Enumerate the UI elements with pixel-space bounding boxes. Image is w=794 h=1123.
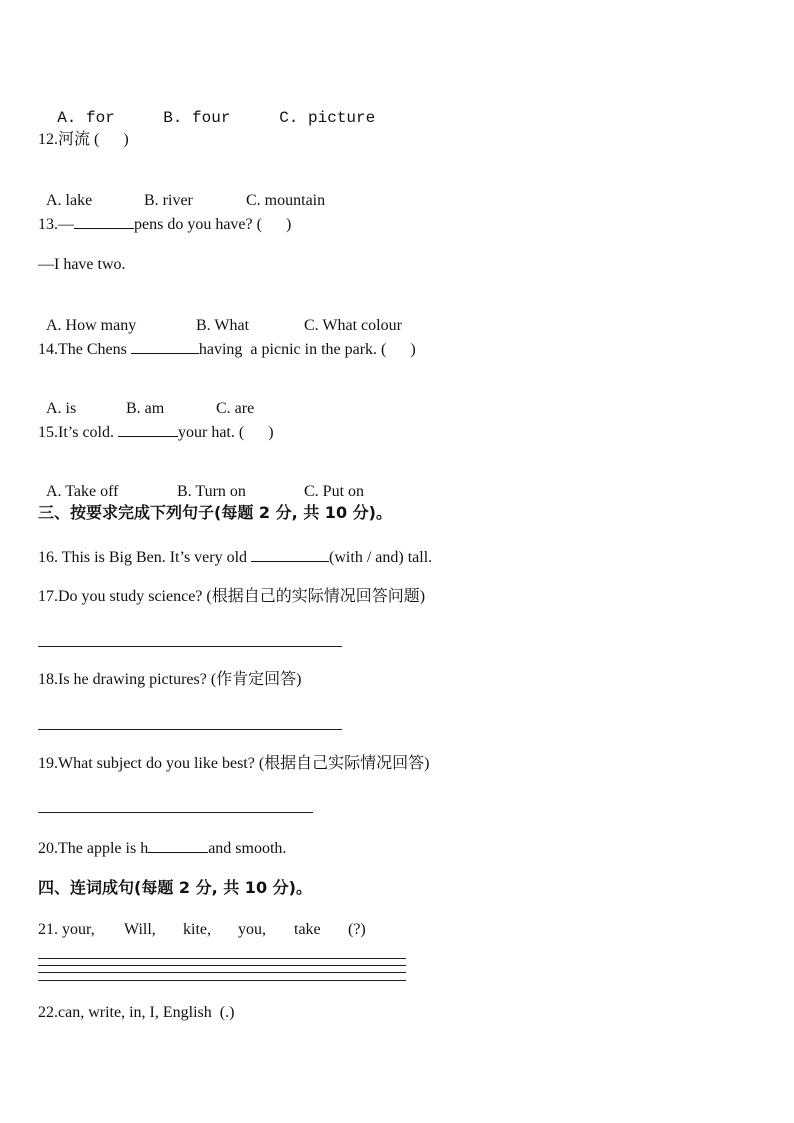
q15-text-before: It’s cold. xyxy=(58,424,118,441)
q15-paren: ( ) xyxy=(238,424,274,441)
q15-blank xyxy=(118,421,178,437)
q13-option-a: A. How many xyxy=(46,317,137,334)
q17-text: Do you study science? (根据自己的实际情况回答问题) xyxy=(58,588,426,605)
q21-word-1: your, xyxy=(62,921,95,938)
q15-stem xyxy=(38,421,274,443)
q21-number: 21. xyxy=(38,921,58,938)
q12-option-a: A. lake xyxy=(46,192,93,209)
q11-option-a: A. for xyxy=(57,109,115,127)
q14-option-c: C. are xyxy=(216,400,255,417)
q21-word-6: (?) xyxy=(348,921,366,938)
q12-options xyxy=(38,171,325,211)
q14-paren: ( ) xyxy=(381,341,416,358)
q20-text-after: and smooth. xyxy=(208,840,287,857)
q18-stem xyxy=(38,670,302,690)
q16-stem xyxy=(38,546,432,568)
q20-blank xyxy=(148,837,208,853)
q21-writing-line-2[interactable] xyxy=(38,965,406,966)
q14-option-a: A. is xyxy=(46,400,77,417)
q13-option-c: C. What colour xyxy=(304,317,402,334)
q14-blank xyxy=(131,338,199,354)
q19-stem xyxy=(38,754,430,774)
q13-prefix: — xyxy=(58,216,74,233)
q17-answer-line[interactable] xyxy=(38,646,342,647)
q14-text-after: having a picnic in the park. xyxy=(198,341,378,358)
q11-options xyxy=(38,88,375,128)
q20-text-before: The apple is h xyxy=(58,840,149,857)
q22-stem xyxy=(38,1003,234,1023)
q14-options xyxy=(38,379,254,419)
q20-number: 20. xyxy=(38,840,58,857)
q13-stem xyxy=(38,213,291,235)
q19-text: What subject do you like best? (根据自己实际情况回答) xyxy=(58,755,430,772)
q21-stem xyxy=(38,920,366,940)
q14-stem xyxy=(38,338,416,360)
q18-text: Is he drawing pictures? (作肯定回答) xyxy=(58,671,302,688)
q21-word-4: you, xyxy=(238,921,266,938)
q20-stem xyxy=(38,837,286,859)
q16-blank xyxy=(251,546,329,562)
q15-text-after: your hat. xyxy=(178,424,235,441)
q18-number: 18. xyxy=(38,671,58,688)
q13-text: pens do you have? xyxy=(134,216,253,233)
q11-option-c: C. picture xyxy=(279,109,376,127)
q12-option-b: B. river xyxy=(144,192,193,209)
q21-word-3: kite, xyxy=(183,921,211,938)
q19-answer-line[interactable] xyxy=(38,812,313,813)
q21-writing-line-1[interactable] xyxy=(38,958,406,959)
q13-blank xyxy=(74,213,134,229)
q22-number: 22. xyxy=(38,1004,58,1021)
q16-number: 16. xyxy=(38,549,58,566)
q13-option-b: B. What xyxy=(196,317,250,334)
q14-text-before: The Chens xyxy=(58,341,131,358)
q13-number: 13. xyxy=(38,216,58,233)
q14-number: 14. xyxy=(38,341,58,358)
q16-text-before: This is Big Ben. It’s very old xyxy=(58,549,252,566)
q13-reply: —I have two. xyxy=(38,256,126,273)
q21-writing-line-3[interactable] xyxy=(38,972,406,973)
q12-number: 12. xyxy=(38,131,58,148)
q15-number: 15. xyxy=(38,424,58,441)
q17-stem xyxy=(38,587,425,607)
q12-paren: ( ) xyxy=(94,131,129,148)
section-3-title: 三、按要求完成下列句子(每题 2 分, 共 10 分)。 xyxy=(38,503,392,522)
q22-text: can, write, in, I, English (.) xyxy=(58,1004,235,1021)
q19-number: 19. xyxy=(38,755,58,772)
q21-writing-line-4[interactable] xyxy=(38,980,406,981)
q13-paren: ( ) xyxy=(256,216,292,233)
q12-option-c: C. mountain xyxy=(246,192,326,209)
q13-options xyxy=(38,296,402,336)
q12-text: 河流 xyxy=(58,129,91,148)
q11-option-b: B. four xyxy=(163,109,231,127)
q16-text-after: (with / and) tall. xyxy=(329,549,433,566)
q15-option-c: C. Put on xyxy=(304,483,365,500)
q17-number: 17. xyxy=(38,588,58,605)
q21-word-5: take xyxy=(294,921,321,938)
q14-option-b: B. am xyxy=(126,400,165,417)
q15-option-b: B. Turn on xyxy=(177,483,246,500)
q15-options xyxy=(38,462,364,502)
section-4-title: 四、连词成句(每题 2 分, 共 10 分)。 xyxy=(38,878,312,897)
q15-option-a: A. Take off xyxy=(46,483,119,500)
q21-word-2: Will, xyxy=(124,921,156,938)
q18-answer-line[interactable] xyxy=(38,729,342,730)
q12-stem xyxy=(38,129,129,150)
